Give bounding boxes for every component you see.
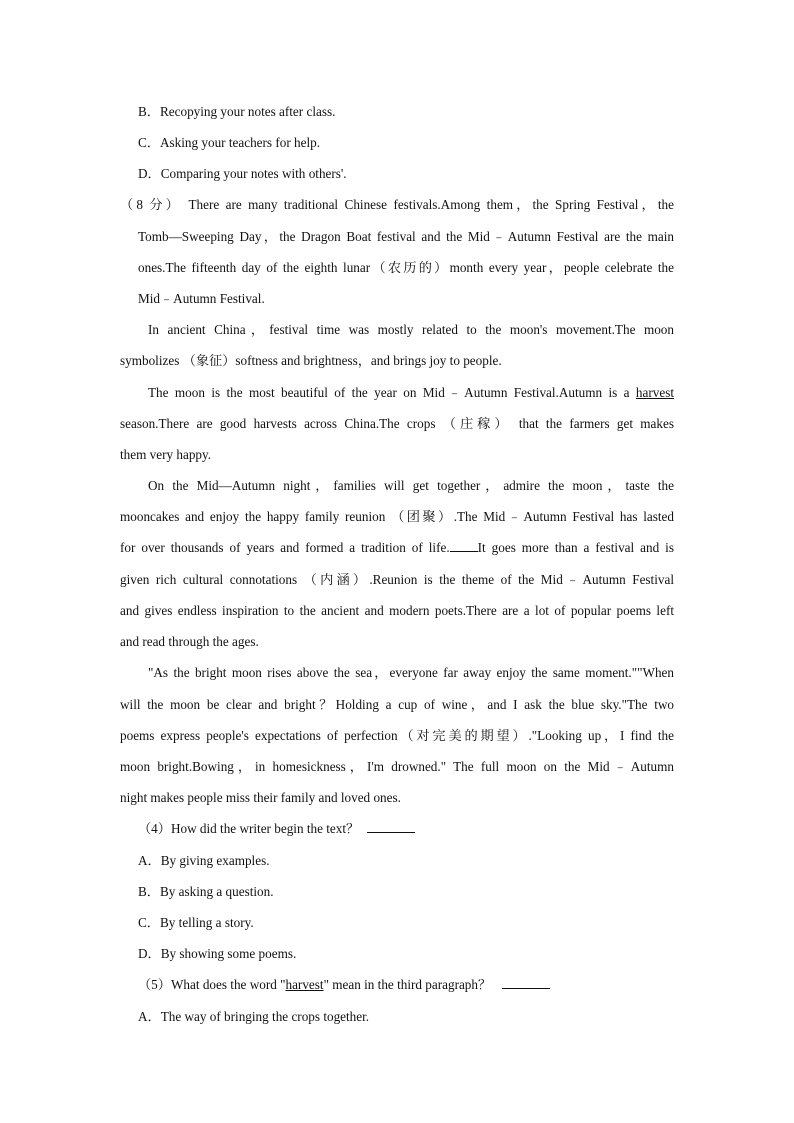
passage-text: for over thousands of years and formed a tradition of life. xyxy=(120,540,450,555)
option-d-prev[interactable]: D．Comparing your notes with others'. xyxy=(138,166,347,181)
passage-line: moon bright.Bowing，in homesickness，I'm drowned." The full moon on the Mid﹣Autumn xyxy=(120,759,674,774)
passage-text: It goes more than a festival and is xyxy=(477,540,674,555)
question-4 xyxy=(138,819,415,839)
option-a[interactable]: A．The way of bringing the crops together. xyxy=(138,1009,370,1024)
option-a[interactable]: A．By giving examples. xyxy=(138,853,270,868)
answer-blank[interactable] xyxy=(450,539,478,552)
question-text: （5）What does the word " xyxy=(138,977,286,992)
answer-blank[interactable] xyxy=(367,820,415,833)
option-b-prev[interactable]: B．Recopying your notes after class. xyxy=(138,104,336,119)
answer-blank[interactable] xyxy=(502,976,550,989)
passage-line: symbolizes （象征）softness and brightness，and brings joy to people. xyxy=(120,353,502,368)
passage-line: and read through the ages. xyxy=(120,634,259,649)
passage-line: On the Mid—Autumn night，families will get together，admire the moon，taste the xyxy=(148,478,674,493)
passage-line xyxy=(148,383,674,403)
passage-line: them very happy. xyxy=(120,447,212,462)
option-b[interactable]: B．By asking a question. xyxy=(138,884,274,899)
passage-line: will the moon be clear and bright？Holding a cup of wine，and I ask the blue sky."The two xyxy=(120,697,674,712)
option-c-prev[interactable]: C．Asking your teachers for help. xyxy=(138,135,321,150)
option-c[interactable]: C．By telling a story. xyxy=(138,915,254,930)
passage-line: poems express people's expectations of perfection（对完美的期望）."Looking up，I find the xyxy=(120,728,674,743)
underlined-word-harvest: harvest xyxy=(635,385,674,400)
passage-line: ones.The fifteenth day of the eighth lunar（农历的）month every year，people celebrate the xyxy=(138,260,674,275)
question-5 xyxy=(138,975,550,995)
option-d[interactable]: D．By showing some poems. xyxy=(138,946,297,961)
passage-line: Tomb—Sweeping Day，the Dragon Boat festival and the Mid﹣Autumn Festival are the main xyxy=(138,229,674,244)
passage-text: The moon is the most beautiful of the year on Mid﹣Autumn Festival.Autumn is a xyxy=(148,385,636,400)
passage-line: mooncakes and enjoy the happy family reunion （团聚）.The Mid﹣Autumn Festival has lasted xyxy=(120,509,674,524)
passage-line: and gives endless inspiration to the ancient and modern poets.There are a lot of popular poems left xyxy=(120,603,674,618)
passage-line: "As the bright moon rises above the sea，everyone far away enjoy the same moment.""When xyxy=(148,665,674,680)
passage-line: given rich cultural connotations （内涵）.Reunion is the theme of the Mid﹣Autumn Festival xyxy=(120,572,674,587)
passage-line: Mid﹣Autumn Festival. xyxy=(138,291,265,306)
passage-line xyxy=(120,538,674,558)
passage-line: （8 分） There are many traditional Chinese festivals.Among them，the Spring Festival，the xyxy=(120,197,674,212)
question-text: （4）How did the writer begin the text？ xyxy=(138,821,360,836)
passage-line: In ancient China，festival time was mostly related to the moon's movement.The moon xyxy=(148,322,674,337)
question-text: " mean in the third paragraph？ xyxy=(323,977,492,992)
passage-line: night makes people miss their family and loved ones. xyxy=(120,790,401,805)
passage-line: season.There are good harvests across China.The crops （庄稼） that the farmers get makes xyxy=(120,416,674,431)
underlined-word-harvest: harvest xyxy=(285,977,324,992)
